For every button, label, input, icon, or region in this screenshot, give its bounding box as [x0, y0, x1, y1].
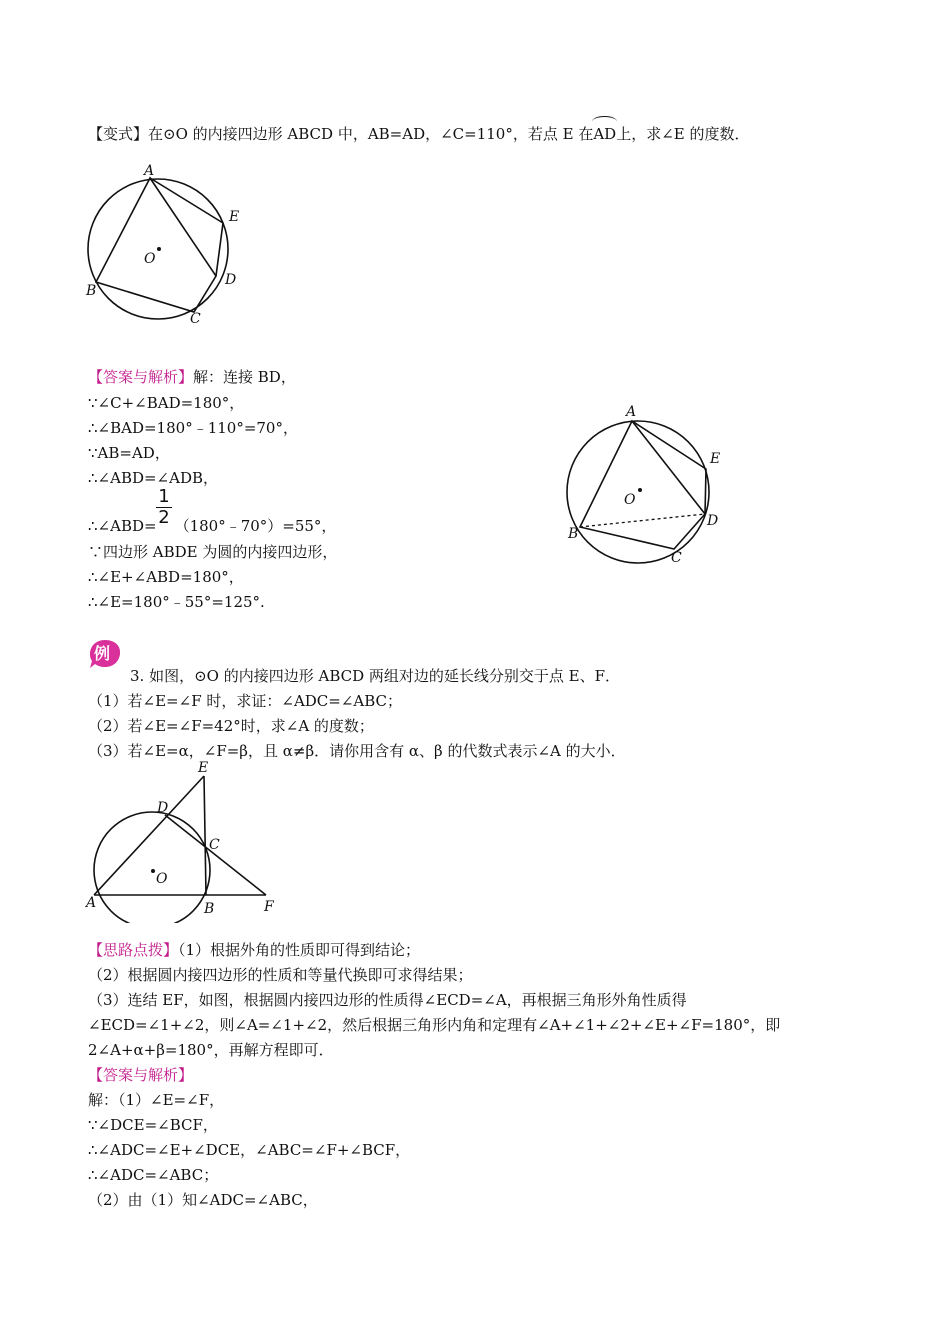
answer2-line: ∴∠ADC=∠ABC； [88, 1166, 219, 1184]
fig3-label-c: C [209, 837, 220, 853]
answer1-line: ∴∠ABD=∠ADB， [88, 469, 219, 487]
figure-3-extended-sides [80, 758, 290, 923]
answer2-line: ∴∠ADC=∠E+∠DCE，∠ABC=∠F+∠BCF， [88, 1141, 411, 1159]
hint-line-4: ∠ECD=∠1+∠2，则∠A=∠1+∠2，然后根据三角形内角和定理有∠A+∠1+∠2+∠E+∠F=180°，即 [88, 1016, 781, 1034]
fig3-label-o: O [156, 871, 168, 887]
hint-line-3: （3）连结 EF，如图，根据圆内接四边形的性质得∠ECD=∠A，再根据三角形外角性质得 [88, 991, 687, 1009]
fig3-label-f: F [264, 899, 274, 915]
example-title: 3. 如图，⊙O 的内接四边形 ABCD 两组对边的延长线分别交于点 E、F． [130, 667, 621, 685]
fig1-label-e: E [229, 209, 240, 225]
arc-ad-label: AD [593, 122, 616, 144]
answer1-intro: 解：连接 BD， [193, 368, 296, 386]
fig2-label-d: D [707, 513, 719, 529]
fig2-label-o: O [624, 492, 636, 508]
answer1-line: ∴∠E=180°﹣55°=125°. [88, 593, 265, 611]
answer1-line: ∴∠BAD=180°﹣110°=70°， [88, 419, 298, 437]
example-question-1: （1）若∠E=∠F 时，求证：∠ADC=∠ABC； [88, 692, 403, 710]
fig2-label-a: A [626, 404, 637, 420]
variant-problem [88, 122, 750, 144]
answer1-heading [88, 367, 296, 387]
hint-tag: 【思路点拨】 [88, 941, 179, 959]
answer1-line: ∴∠E+∠ABD=180°， [88, 568, 244, 586]
answer2-tag: 【答案与解析】 [88, 1066, 194, 1084]
variant-tag: 【变式】 [88, 125, 149, 143]
variant-text-1: 在⊙O 的内接四边形 ABCD 中，AB=AD，∠C=110°，若点 E 在 [148, 125, 594, 143]
answer1-line: ∵AB=AD， [88, 444, 170, 462]
hint-line-5: 2∠A+α+β=180°，再解方程即可． [88, 1041, 334, 1059]
fig1-label-c: C [190, 311, 201, 327]
fig3-label-a: A [86, 895, 97, 911]
answer2-line: 解：（1）∠E=∠F， [88, 1091, 225, 1109]
fig1-label-b: B [86, 283, 97, 299]
example-question-3: （3）若∠E=α，∠F=β，且 α≠β．请你用含有 α、β 的代数式表示∠A 的大小． [88, 742, 626, 760]
fig3-label-e: E [198, 760, 209, 776]
hint-line-2: （2）根据圆内接四边形的性质和等量代换即可求得结果； [88, 966, 473, 984]
hint-text: （1）根据外角的性质即可得到结论； [178, 941, 421, 959]
figure-2-circle-with-bd [560, 400, 740, 570]
fig1-label-a: A [144, 163, 155, 179]
answer1-abd-line [88, 516, 336, 536]
fig1-label-o: O [144, 251, 156, 267]
fig3-label-d: D [157, 800, 169, 816]
answer1-tag: 【答案与解析】 [88, 368, 194, 386]
fig1-label-d: D [225, 272, 237, 288]
fig3-label-b: B [204, 901, 215, 917]
figure-1-circle-quadrilateral [80, 160, 260, 330]
answer2-line: ∵∠DCE=∠BCF， [88, 1116, 218, 1134]
answer1-line: ∵∠C+∠BAD=180°， [88, 394, 245, 412]
answer1-line: ∵四边形 ABDE 为圆的内接四边形， [88, 543, 338, 561]
fraction-denominator: 2 [158, 507, 170, 528]
fig2-label-e: E [710, 451, 721, 467]
abd-prefix: ∴∠ABD= [88, 517, 157, 535]
example-question-2: （2）若∠E=∠F=42°时，求∠A 的度数； [88, 717, 374, 735]
example-badge-label: 例 [94, 644, 111, 663]
variant-text-2: 上，求∠E 的度数． [616, 125, 750, 143]
fig2-label-b: B [568, 526, 579, 542]
fig2-label-c: C [671, 550, 682, 566]
abd-suffix: （180°﹣70°）=55°， [174, 517, 337, 535]
hint-line-1 [88, 940, 420, 960]
answer2-line: （2）由（1）知∠ADC=∠ABC， [88, 1191, 318, 1209]
fraction-numerator: 1 [156, 488, 172, 508]
